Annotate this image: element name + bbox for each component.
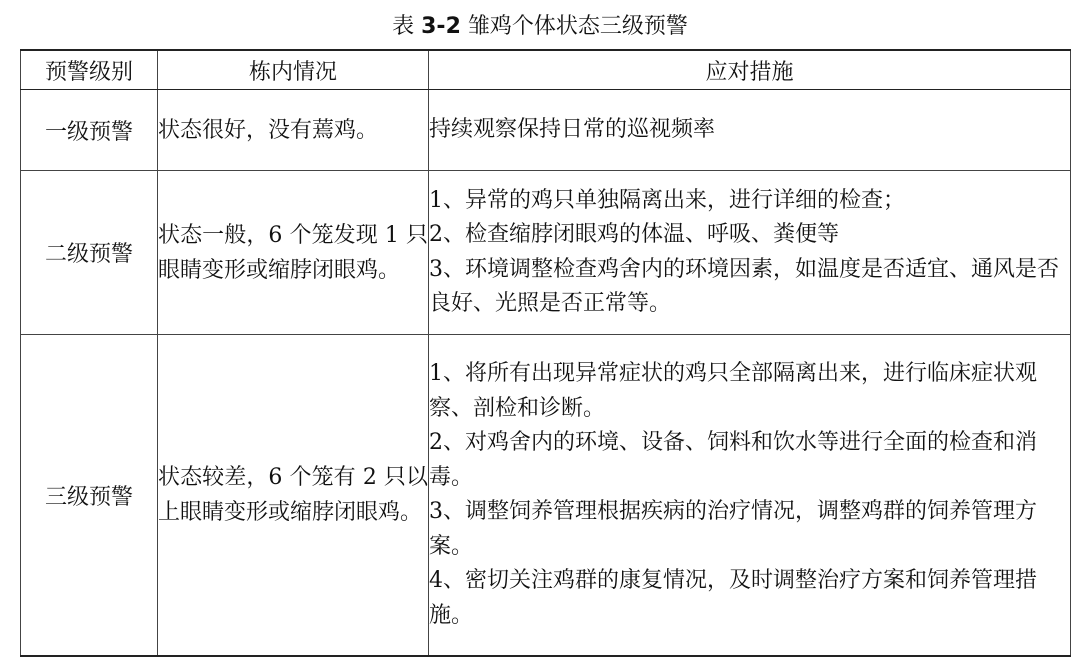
condition-cell: 状态较差，6 个笼有 2 只以上眼睛变形或缩脖闭眼鸡。 bbox=[158, 335, 429, 657]
level-cell: 一级预警 bbox=[21, 90, 158, 171]
condition-cell: 状态很好，没有蔫鸡。 bbox=[158, 90, 429, 171]
measures-cell bbox=[429, 171, 1071, 335]
caption-number: 3-2 bbox=[421, 14, 461, 39]
measure-item: 2、检查缩脖闭眼鸡的体温、呼吸、粪便等 bbox=[429, 222, 839, 247]
measure-item: 1、异常的鸡只单独隔离出来，进行详细的检查； bbox=[429, 187, 905, 213]
header-condition: 栋内情况 bbox=[158, 50, 429, 90]
measure-item: 1、将所有出现异常症状的鸡只全部隔离出来，进行临床症状观察、剖检和诊断。 bbox=[429, 361, 1037, 421]
measure-item: 3、调整饲养管理根据疾病的治疗情况，调整鸡群的饲养管理方案。 bbox=[429, 499, 1037, 559]
caption-prefix: 表 bbox=[392, 14, 422, 39]
measure-item: 4、密切关注鸡群的康复情况，及时调整治疗方案和饲养管理措施。 bbox=[429, 568, 1037, 628]
header-level: 预警级别 bbox=[21, 50, 158, 90]
header-row bbox=[21, 50, 1071, 90]
measure-item: 3、环境调整检查鸡舍内的环境因素，如温度是否适宜、通风是否良好、光照是否正常等。 bbox=[429, 256, 1059, 316]
level-cell: 三级预警 bbox=[21, 335, 158, 657]
table-row bbox=[21, 90, 1071, 171]
caption-title: 雏鸡个体状态三级预警 bbox=[460, 14, 688, 39]
measures-cell bbox=[429, 90, 1071, 171]
measure-item: 2、对鸡舍内的环境、设备、饲料和饮水等进行全面的检查和消毒。 bbox=[429, 430, 1037, 490]
condition-cell: 状态一般，6 个笼发现 1 只眼睛变形或缩脖闭眼鸡。 bbox=[158, 171, 429, 335]
measures-cell bbox=[429, 335, 1071, 657]
table-row bbox=[21, 171, 1071, 335]
warning-table bbox=[20, 49, 1071, 657]
table-caption bbox=[0, 12, 1080, 42]
table-row bbox=[21, 335, 1071, 657]
measure-item: 持续观察保持日常的巡视频率 bbox=[429, 116, 716, 142]
level-cell: 二级预警 bbox=[21, 171, 158, 335]
header-measures: 应对措施 bbox=[429, 50, 1071, 90]
